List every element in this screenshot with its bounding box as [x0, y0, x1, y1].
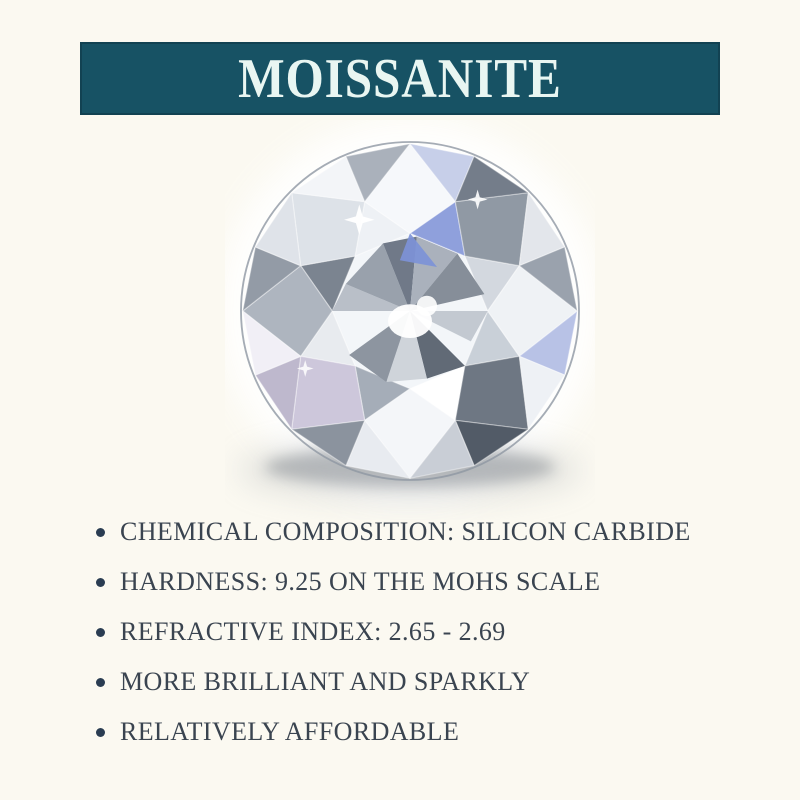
facts-list	[96, 507, 756, 757]
title-banner	[80, 42, 720, 115]
fact-item-affordability	[96, 707, 756, 757]
fact-item-refractive-index	[96, 607, 756, 657]
bullet-icon	[96, 528, 105, 537]
bullet-icon	[96, 728, 105, 737]
fact-item-hardness	[96, 557, 756, 607]
moissanite-gem-image	[225, 120, 595, 520]
fact-text: CHEMICAL COMPOSITION: SILICON CARBIDE	[120, 517, 691, 546]
gem-figure	[225, 120, 595, 520]
bullet-icon	[96, 678, 105, 687]
bullet-icon	[96, 578, 105, 587]
fact-text: RELATIVELY AFFORDABLE	[120, 717, 460, 746]
fact-text: REFRACTIVE INDEX: 2.65 - 2.69	[120, 617, 506, 646]
fact-item-chemical-composition	[96, 507, 756, 557]
bullet-icon	[96, 628, 105, 637]
page-title: MOISSANITE	[238, 47, 562, 110]
fact-text: HARDNESS: 9.25 ON THE MOHS SCALE	[120, 567, 601, 596]
fact-item-brilliance	[96, 657, 756, 707]
fact-text: MORE BRILLIANT AND SPARKLY	[120, 667, 531, 696]
